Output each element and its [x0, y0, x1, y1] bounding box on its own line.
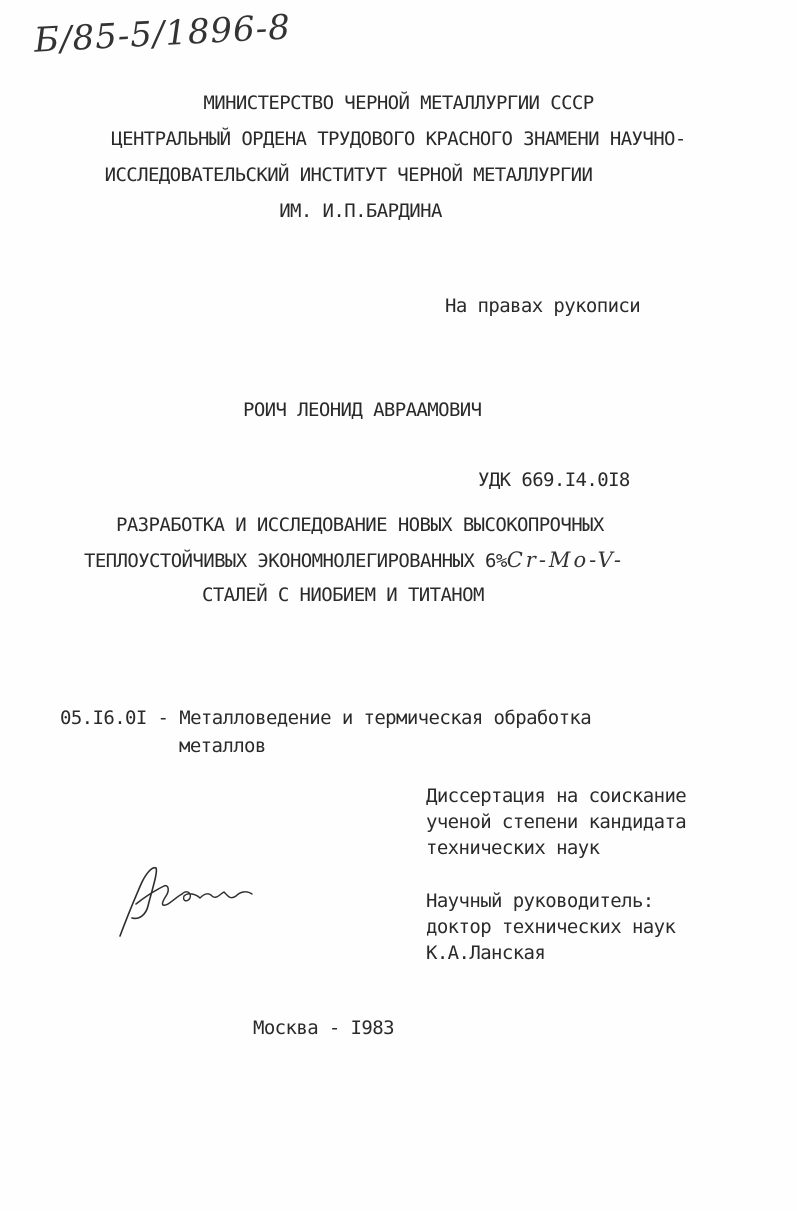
archive-mark: Б/85-5/1896-8 [33, 7, 292, 61]
place-year: Москва - I983 [253, 1017, 394, 1039]
header-line-3: ИССЛЕДОВАТЕЛЬСКИЙ ИНСТИТУТ ЧЕРНОЙ МЕТАЛЛУРГИИ [104, 164, 593, 186]
dissertation-line-1: Диссертация на соискание [426, 785, 687, 807]
supervisor-line-3: К.А.Ланская [426, 942, 546, 964]
dissertation-line-3: технических наук [426, 837, 600, 859]
header-line-2: ЦЕНТРАЛЬНЫЙ ОРДЕНА ТРУДОВОГО КРАСНОГО ЗНАМЕНИ НАУЧНО- [111, 128, 686, 150]
specialty-line-2: металлов [179, 735, 266, 757]
supervisor-line-2: доктор технических наук [426, 916, 676, 938]
title-line-3: СТАЛЕЙ С НИОБИЕМ И ТИТАНОМ [202, 584, 484, 606]
header-line-1: МИНИСТЕРСТВО ЧЕРНОЙ МЕТАЛЛУРГИИ СССР [203, 92, 594, 114]
author-name: РОИЧ ЛЕОНИД АВРААМОВИЧ [243, 399, 482, 421]
title-line-2 [84, 548, 624, 573]
supervisor-line-1: Научный руководитель: [426, 890, 654, 912]
header-line-4: ИМ. И.П.БАРДИНА [279, 200, 442, 222]
dissertation-line-2: ученой степени кандидата [426, 811, 687, 833]
manuscript-note: На правах рукописи [445, 295, 641, 317]
title-line-1: РАЗРАБОТКА И ИССЛЕДОВАНИЕ НОВЫХ ВЫСОКОПРОЧНЫХ [116, 514, 604, 536]
udc-code: УДК 669.I4.0I8 [478, 469, 630, 491]
specialty-line-1: 05.I6.0I - Металловедение и термическая обработка [60, 707, 592, 729]
title-line-2-typed: ТЕПЛОУСТОЙЧИВЫХ ЭКОНОМНОЛЕГИРОВАННЫХ 6% [84, 550, 507, 572]
author-signature [112, 860, 272, 940]
title-line-2-handwritten: Cr-Mo-V- [506, 548, 624, 572]
